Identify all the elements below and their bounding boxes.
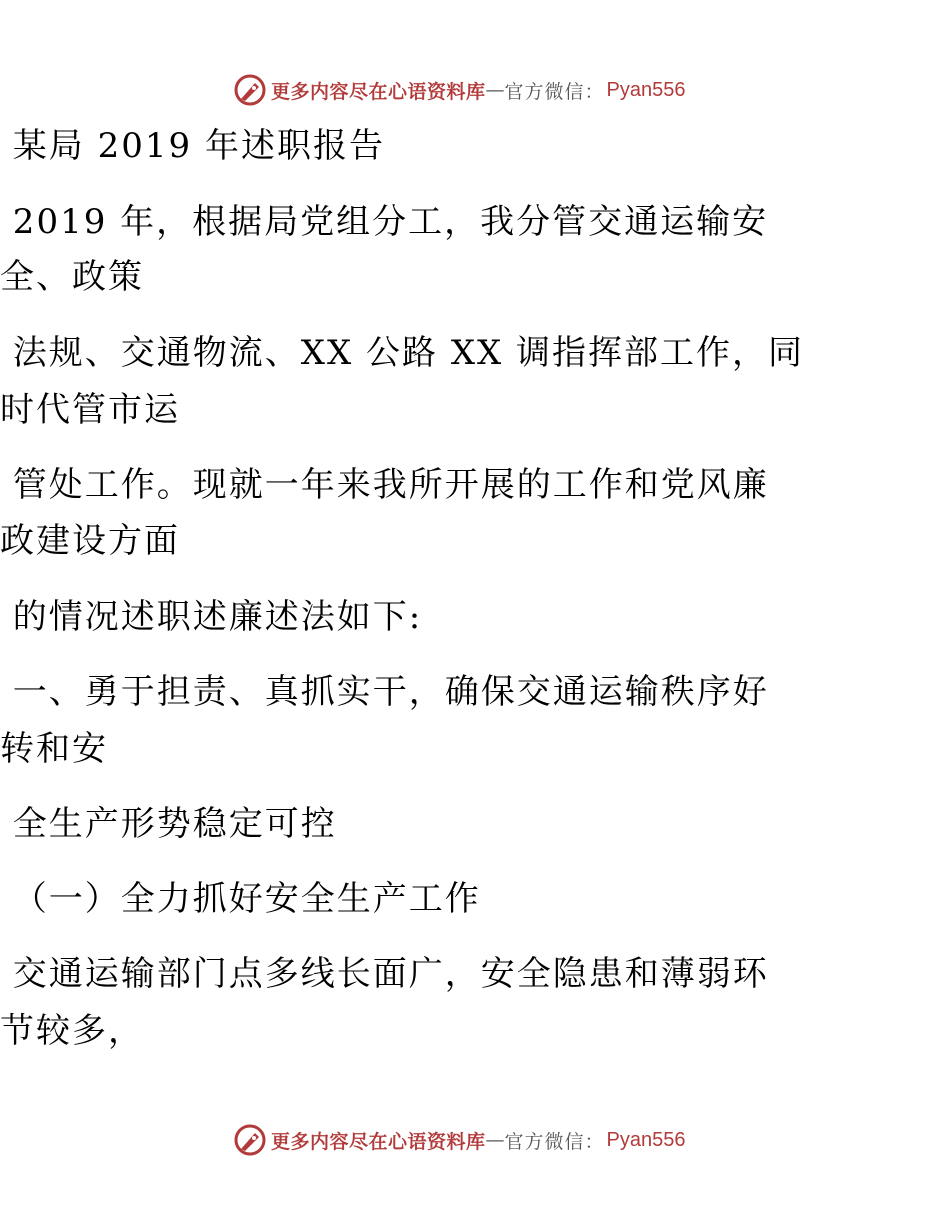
header-watermark [233, 72, 686, 108]
section-heading: 一、勇于担责、真抓实干，确保交通运输秩序好 [0, 672, 769, 712]
text-line: 管处工作。现就一年来我所开展的工作和党风廉 [0, 465, 769, 505]
section-heading: 全生产形势稳定可控 [0, 804, 337, 844]
watermark-text: 更多内容尽在心语资料库 [271, 1130, 486, 1153]
pen-nib-circle-icon [233, 73, 267, 107]
text-line: 政建设方面 [0, 521, 180, 561]
text-line: 的情况述职述廉述法如下: [0, 597, 423, 637]
footer-watermark [233, 1122, 686, 1158]
watermark-separator: — [485, 1129, 505, 1151]
text-line: 法规、交通物流、XX 公路 XX 调指挥部工作，同 [0, 333, 805, 373]
watermark-separator: — [485, 79, 505, 101]
subsection-heading: （一）全力抓好安全生产工作 [0, 879, 481, 919]
watermark-contact-label: 官方微信： [504, 80, 605, 103]
pen-nib-circle-icon [233, 1123, 267, 1157]
text-line: 时代管市运 [0, 390, 180, 430]
watermark-contact-id: Pyan556 [606, 1128, 686, 1151]
watermark-contact-label: 官方微信： [504, 1130, 605, 1153]
text-line: 交通运输部门点多线长面广，安全隐患和薄弱环 [0, 954, 769, 994]
text-line: 2019 年，根据局党组分工，我分管交通运输安 [0, 202, 769, 242]
section-heading: 转和安 [0, 729, 108, 769]
watermark-contact-id: Pyan556 [606, 78, 686, 101]
text-line: 全、政策 [0, 257, 144, 297]
text-line: 节较多， [0, 1011, 144, 1051]
watermark-text: 更多内容尽在心语资料库 [271, 80, 486, 103]
document-title: 某局 2019 年述职报告 [0, 126, 385, 166]
